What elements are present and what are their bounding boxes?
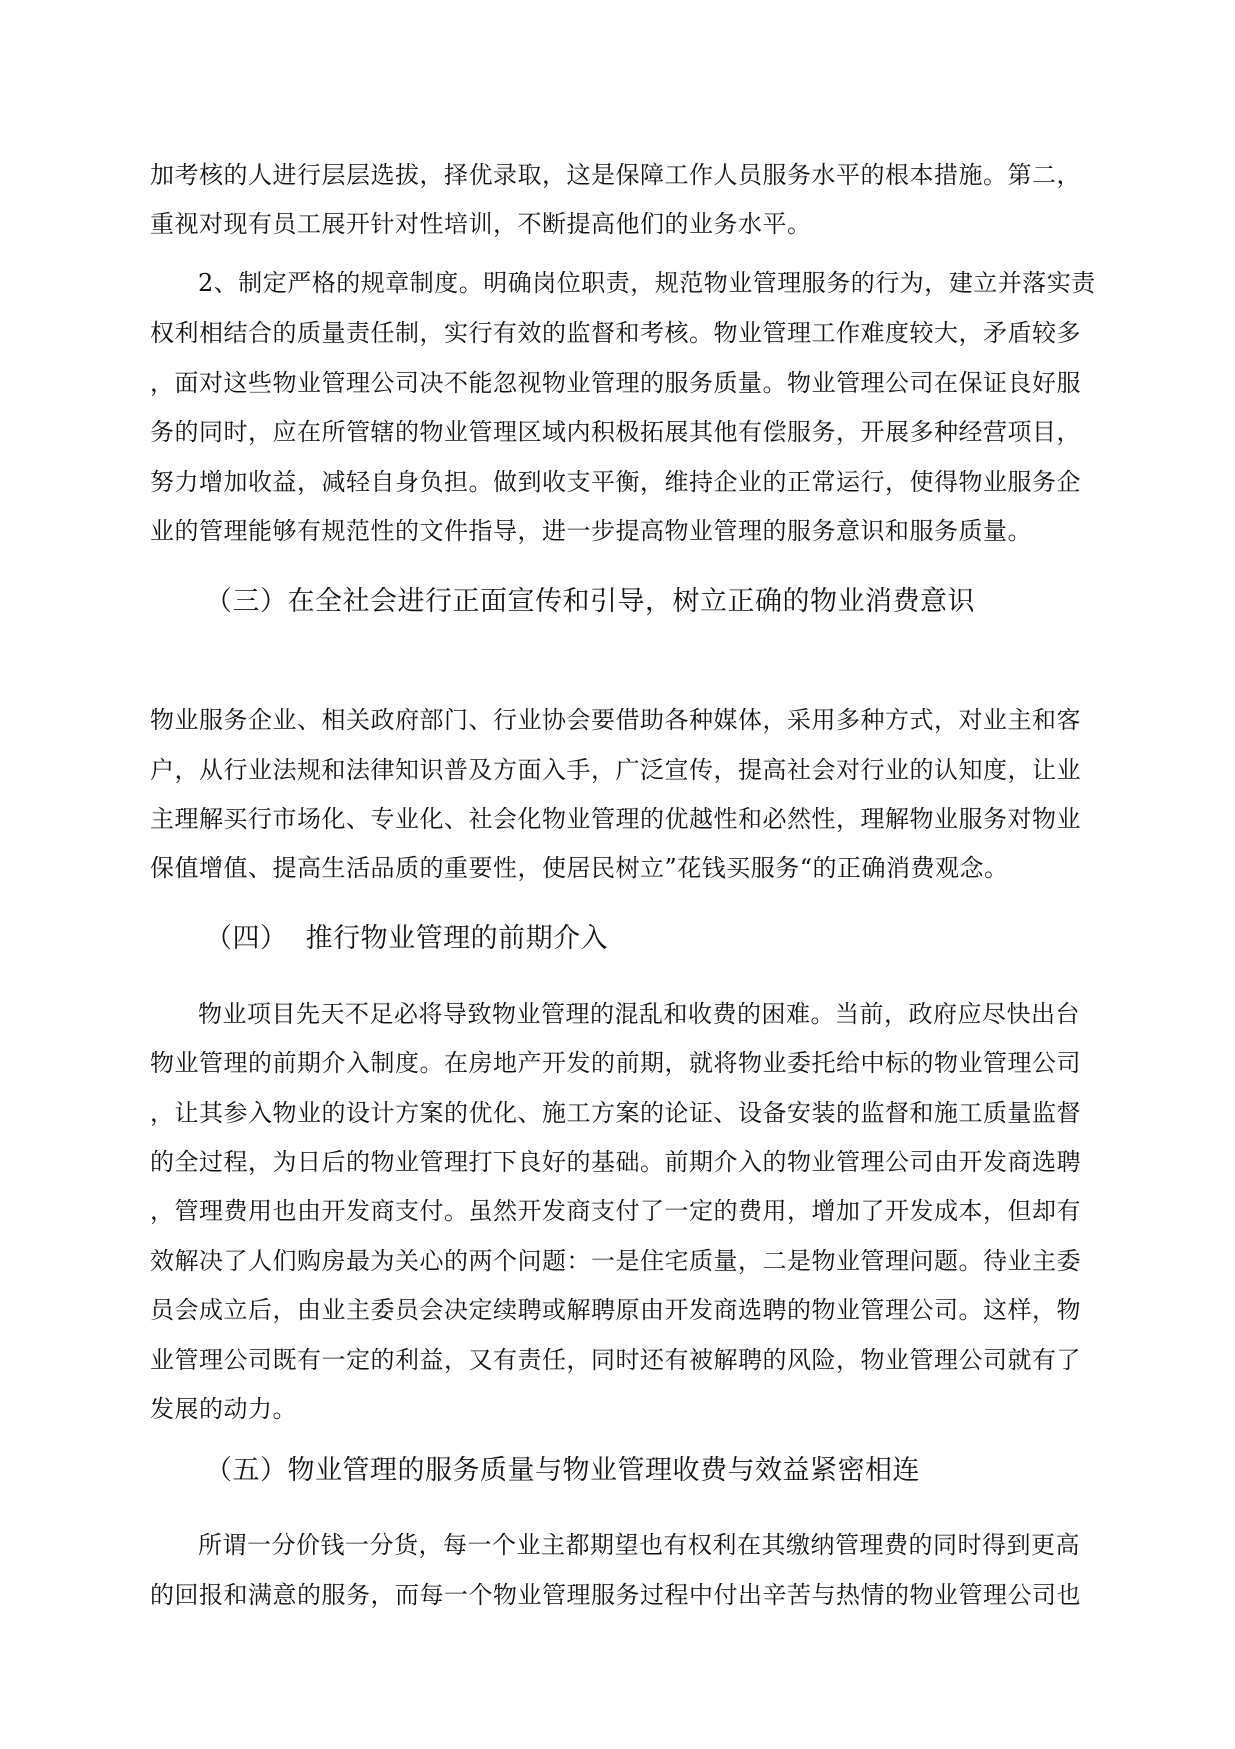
paragraph-3-line-2: 户，从行业法规和法律知识普及方面入手，广泛宣传，提高社会对行业的认知度，让业 <box>150 756 1081 784</box>
paragraph-2-line-2: 权利相结合的质量责任制，实行有效的监督和考核。物业管理工作难度较大，矛盾较多 <box>150 319 1081 347</box>
paragraph-4-line-4: 的全过程，为日后的物业管理打下良好的基础。前期介入的物业管理公司由开发商选聘 <box>150 1148 1081 1176</box>
section-heading-3: （三）在全社会进行正面宣传和引导，树立正确的物业消费意识 <box>205 586 975 617</box>
paragraph-4-line-3: ，让其参入物业的设计方案的优化、施工方案的论证、设备安装的监督和施工质量监督 <box>150 1099 1081 1127</box>
paragraph-4-line-5: ，管理费用也由开发商支付。虽然开发商支付了一定的费用，增加了开发成本，但却有 <box>150 1197 1081 1225</box>
paragraph-3-line-4: 保值增值、提高生活品质的重要性，使居民树立”花钱买服务“的正确消费观念。 <box>150 854 1009 882</box>
paragraph-5-line-1: 所谓一分价钱一分货，每一个业主都期望也有权利在其缴纳管理费的同时得到更高 <box>198 1531 1080 1559</box>
paragraph-4-line-2: 物业管理的前期介入制度。在房地产开发的前期，就将物业委托给中标的物业管理公司 <box>150 1049 1081 1077</box>
paragraph-1-line-2: 重视对现有员工展开针对性培训，不断提高他们的业务水平。 <box>150 210 812 238</box>
paragraph-2-line-3: ，面对这些物业管理公司决不能忽视物业管理的服务质量。物业管理公司在保证良好服 <box>150 369 1081 397</box>
paragraph-4-line-7: 员会成立后，由业主委员会决定续聘或解聘原由开发商选聘的物业管理公司。这样，物 <box>150 1296 1081 1324</box>
paragraph-4-line-8: 业管理公司既有一定的利益，又有责任，同时还有被解聘的风险，物业管理公司就有了 <box>150 1346 1081 1374</box>
paragraph-2-line-5: 努力增加收益，减轻自身负担。做到收支平衡，维持企业的正常运行，使得物业服务企 <box>150 468 1081 496</box>
paragraph-2-line-1: 2、制定严格的规章制度。明确岗位职责，规范物业管理服务的行为，建立并落实责 <box>198 269 1096 297</box>
paragraph-5-line-2: 的回报和满意的服务，而每一个物业管理服务过程中付出辛苦与热情的物业管理公司也 <box>150 1581 1081 1609</box>
paragraph-3-line-3: 主理解买行市场化、专业化、社会化物业管理的优越性和必然性，理解物业服务对物业 <box>150 805 1081 833</box>
paragraph-2-line-6: 业的管理能够有规范性的文件指导，进一步提高物业管理的服务意识和服务质量。 <box>150 517 1032 545</box>
paragraph-4-line-1: 物业项目先天不足必将导致物业管理的混乱和收费的困难。当前，政府应尽快出台 <box>198 1000 1080 1028</box>
section-heading-5: （五）物业管理的服务质量与物业管理收费与效益紧密相连 <box>205 1455 920 1486</box>
paragraph-4-line-6: 效解决了人们购房最为关心的两个问题：一是住宅质量，二是物业管理问题。待业主委 <box>150 1247 1081 1275</box>
paragraph-3-line-1: 物业服务企业、相关政府部门、行业协会要借助各种媒体，采用多种方式，对业主和客 <box>150 706 1081 734</box>
section-heading-4: （四） 推行物业管理的前期介入 <box>205 923 609 954</box>
paragraph-2-line-4: 务的同时，应在所管辖的物业管理区域内积极拓展其他有偿服务，开展多种经营项目， <box>150 418 1081 446</box>
paragraph-4-line-9: 发展的动力。 <box>150 1395 297 1423</box>
paragraph-1-line-1: 加考核的人进行层层选拔，择优录取，这是保障工作人员服务水平的根本措施。第二， <box>150 161 1081 189</box>
